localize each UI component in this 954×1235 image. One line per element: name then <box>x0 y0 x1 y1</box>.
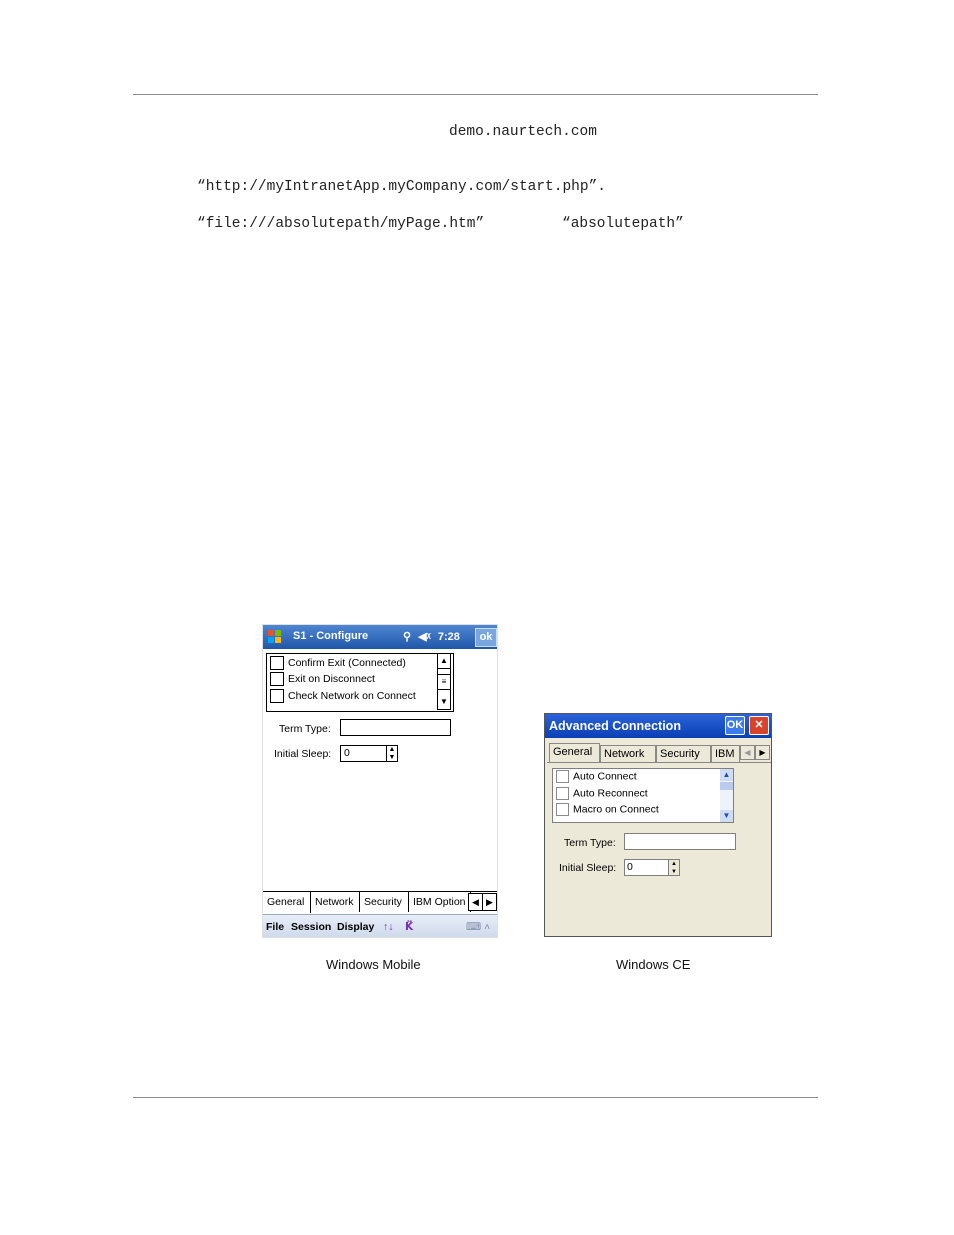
wm-title-bar <box>263 625 498 649</box>
ce-title-bar <box>545 714 771 738</box>
tab-ibm[interactable]: IBM <box>711 745 740 762</box>
tab-scroll-right-icon[interactable]: ▶ <box>482 893 497 911</box>
file-url-example: “file:///absolutepath/myPage.htm” <box>197 216 485 232</box>
wm-list-scrollbar[interactable] <box>437 653 451 710</box>
ce-options-list <box>552 768 734 823</box>
list-item[interactable]: Auto Reconnect <box>556 787 648 803</box>
scroll-up-icon[interactable]: ▲ <box>438 654 450 669</box>
windows-ce-screenshot <box>544 713 772 937</box>
term-type-field[interactable] <box>340 719 451 736</box>
tab-scroll-left-icon[interactable]: ◀ <box>740 745 755 760</box>
scroll-thumb[interactable] <box>720 782 733 790</box>
wm-status-tray <box>403 630 473 643</box>
tab-general[interactable]: General <box>549 743 600 763</box>
ce-tab-bar <box>547 743 771 763</box>
list-item[interactable]: Auto Connect <box>556 770 637 786</box>
checkbox[interactable] <box>556 803 569 816</box>
wm-tab-bar <box>263 891 498 914</box>
term-type-label: Term Type: <box>279 723 331 735</box>
windows-mobile-screenshot <box>262 624 498 938</box>
checkbox[interactable] <box>270 672 284 686</box>
term-type-field[interactable] <box>624 833 736 850</box>
tab-ibm-option[interactable]: IBM Option <box>409 891 471 912</box>
ce-ok-button[interactable]: OK <box>725 716 745 735</box>
initial-sleep-stepper[interactable]: ▲ ▼ <box>668 859 680 876</box>
ce-close-button[interactable]: ✕ <box>749 716 769 735</box>
volume-icon[interactable]: ◀ᵡ <box>418 631 431 643</box>
tab-security[interactable]: Security <box>360 891 409 912</box>
up-down-arrows-icon[interactable]: ↑↓ <box>383 921 394 933</box>
checkbox[interactable] <box>556 770 569 783</box>
tab-security[interactable]: Security <box>656 745 711 762</box>
initial-sleep-label: Initial Sleep: <box>559 862 617 874</box>
tab-network[interactable]: Network <box>600 745 656 762</box>
list-item[interactable]: Confirm Exit (Connected) <box>270 656 406 672</box>
host-example: demo.naurtech.com <box>449 124 597 140</box>
scroll-thumb[interactable]: ≡ <box>438 674 450 690</box>
keyboard-icon[interactable]: ⌨ ˄ <box>466 921 491 933</box>
wm-window-title: S1 - Configure <box>293 630 369 642</box>
tab-general[interactable]: General <box>263 892 311 913</box>
checkbox[interactable] <box>270 656 284 670</box>
menu-display[interactable]: Display <box>337 921 375 933</box>
connectivity-icon[interactable]: ⚲ <box>403 631 412 643</box>
clock[interactable]: 7:28 <box>437 631 460 643</box>
list-item[interactable]: Macro on Connect <box>556 803 659 819</box>
caption-windows-ce: Windows CE <box>616 957 691 972</box>
tab-scroll-left-icon[interactable]: ◀ <box>468 893 483 911</box>
caption-windows-mobile: Windows Mobile <box>326 957 421 972</box>
checkbox[interactable] <box>556 787 569 800</box>
absolute-path-term: “absolutepath” <box>562 216 684 232</box>
url-example: “http://myIntranetApp.myCompany.com/start.php”. <box>197 179 606 195</box>
ce-window-title: Advanced Connection <box>549 719 681 733</box>
menu-file[interactable]: File <box>266 921 285 933</box>
menu-session[interactable]: Session <box>291 921 332 933</box>
wm-menu-bar <box>263 914 498 938</box>
ce-list-scrollbar[interactable] <box>720 769 733 822</box>
scroll-down-icon[interactable]: ▼ <box>440 697 448 706</box>
tab-scroll-right-icon[interactable]: ▶ <box>755 745 770 760</box>
windows-start-icon[interactable] <box>266 628 284 646</box>
initial-sleep-field[interactable]: 0 <box>624 859 669 876</box>
wm-ok-button[interactable]: ok <box>475 628 497 647</box>
list-item[interactable]: Exit on Disconnect <box>270 672 375 688</box>
term-type-label: Term Type: <box>564 837 616 849</box>
initial-sleep-field[interactable]: 0 <box>340 745 387 762</box>
checkbox[interactable] <box>270 689 284 703</box>
scroll-up-icon[interactable]: ▲ <box>720 769 733 781</box>
tab-network[interactable]: Network <box>311 891 360 912</box>
footer-rule <box>133 1097 818 1098</box>
tab-panel-border <box>547 762 771 763</box>
wm-options-list <box>266 653 454 712</box>
list-item[interactable]: Check Network on Connect <box>270 689 416 705</box>
initial-sleep-stepper[interactable]: ▲ ▼ <box>386 745 398 762</box>
cursor-key-icon[interactable]: K⃡ <box>405 921 414 933</box>
scroll-down-icon[interactable]: ▼ <box>720 810 733 822</box>
initial-sleep-label: Initial Sleep: <box>274 748 332 760</box>
header-rule <box>133 94 818 95</box>
